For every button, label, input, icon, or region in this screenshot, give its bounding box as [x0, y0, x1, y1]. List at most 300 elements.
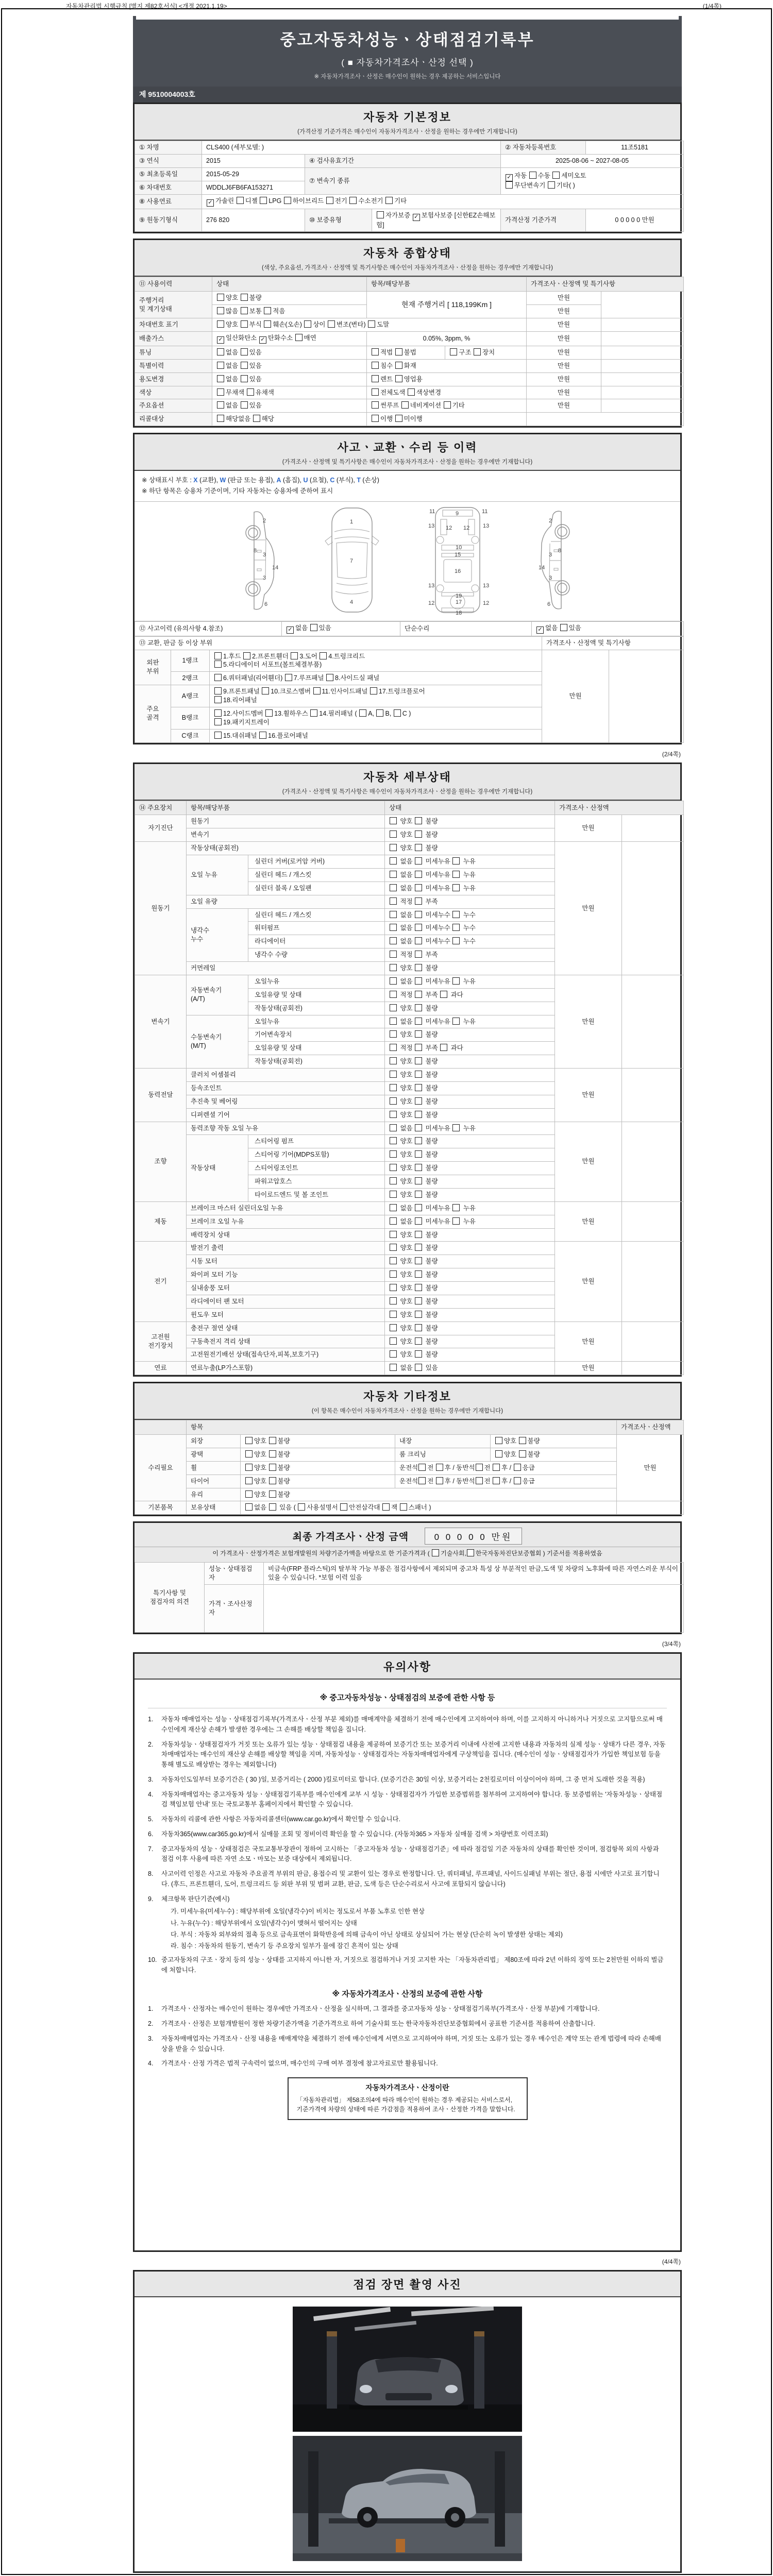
cell: ✓ 가솔린 디젤 LPG 하이브리드 전기 수소전기 기타 — [202, 194, 684, 209]
cell: 고전원 전기장치 — [135, 1321, 187, 1362]
checkbox-empty — [452, 1217, 460, 1225]
checkbox-empty — [493, 1477, 500, 1484]
checkbox-empty — [440, 991, 447, 998]
notice-item: 4. 가격조사ㆍ산정 가격은 법적 구속력이 없으며, 매수인의 구매 여부 결정에 참고자료로만 활용됩니다. — [148, 2060, 438, 2067]
diagram-label: 8 — [253, 547, 257, 554]
cell: 만원 — [555, 1362, 622, 1375]
notice-section — [133, 1652, 682, 2252]
checkbox-empty — [452, 924, 460, 931]
notice-item: 2. 가격조사ㆍ산정은 보험개발원이 정한 차량기준가액을 기준가격으로 하여 기술사회 또는 한국자동차진단보증협회에서 공표한 기준서를 적용하여 산출합니다. — [148, 2020, 596, 2027]
etc-table-mount — [135, 1420, 680, 1515]
cell: 오일 누유 — [187, 855, 248, 895]
cell: 발전기 출력 — [187, 1242, 385, 1255]
car-damage-diagram — [135, 502, 680, 621]
cell: 양호 부식 훼손(오손) 상이 변조(변타) 도말 — [212, 318, 527, 332]
cell: 양호 불량 — [385, 1321, 555, 1335]
cell: 스티어링 기어(MDPS포함) — [248, 1148, 385, 1162]
cell: 오일유량 및 상태 — [248, 988, 385, 1002]
checkbox-empty — [214, 696, 222, 703]
cell: 동력전달 — [135, 1069, 187, 1122]
checkbox-empty — [241, 401, 248, 409]
checkbox-empty — [241, 307, 248, 314]
final-price-note: 이 가격조사ㆍ산정가격은 보험개발원의 차량기준가액을 바탕으로 한 기준가격과 ( 기술사회, 한국자동차진단보증협회 ) 기준서를 적용하였음 — [135, 1547, 680, 1562]
diagram-label: 2 — [262, 517, 266, 524]
cell: 양호 불량 — [385, 1028, 555, 1042]
cell: 원동기 — [135, 842, 187, 975]
cell: 광택 — [187, 1448, 241, 1461]
checkbox-empty — [214, 718, 222, 725]
cell: 자동변속기 (A/T) — [187, 975, 248, 1015]
checkbox-empty — [217, 401, 224, 409]
checkbox-empty — [415, 1244, 422, 1251]
checkbox-empty — [474, 348, 481, 355]
checkbox-empty — [291, 652, 298, 659]
etc-info-header — [135, 1383, 680, 1420]
diagram-label: 3 — [262, 574, 266, 581]
cell: 튜닝 — [135, 346, 212, 359]
notice-item: 4. 자동차매매업자는 중고자동차 성능ㆍ상태점검기록부를 매수인에게 교부 시 성능ㆍ상태점검자가 가입한 보증범위를 첨부하여 고지하여야 합니다. 동 보증범위는 '자동차성능ㆍ상태점검 책임보험 안내' 또는 국토교통부 홈페이지에서 확인할 수 있습니다. — [148, 1790, 663, 1808]
notice-subitem: 다. 부식 : 자동차 외부와의 접촉 등으로 금속표면이 화학반응에 의해 금속이 아닌 상태로 상실되어 가는 현상 (단순히 녹이 발생한 상태는 제외) — [171, 1931, 563, 1938]
cell: 없음 미세누유 누유 — [385, 1015, 555, 1028]
notice-list-2 — [148, 2004, 667, 2069]
checkbox-empty — [415, 911, 422, 918]
cell: 라디에이터 — [248, 935, 385, 948]
checkbox-empty — [390, 1124, 397, 1131]
notice-item: 1. 자동차 매매업자는 성능ㆍ상태점검기록부(가격조사ㆍ산정 부분 제외)를 매매계약을 체결하기 전에 매수인에게 고지하여야 하며, 이를 고지하지 아니하거나 거짓으로 고지함으로써 매수인에게 재산상 손해가 발생한 경우에는 그 손해를 배상할 책임을 집니다. — [148, 1716, 663, 1733]
checkbox-empty — [243, 652, 250, 659]
cell: 커먼레일 — [187, 962, 385, 975]
cell: 성능ㆍ상태점검 자 — [205, 1563, 264, 1585]
checkbox-empty — [415, 1191, 422, 1198]
checkbox-empty — [390, 977, 397, 985]
accident-note-2: ※ 하단 항목은 승용차 기준이며, 기타 자동차는 승용차에 준하여 표시 — [142, 487, 333, 495]
checkbox-empty — [495, 1437, 502, 1444]
cell: 전기 — [135, 1242, 187, 1321]
cell: ③ 연식 — [135, 154, 202, 167]
cell: ① 차명 — [135, 141, 202, 155]
checkbox-empty — [368, 320, 375, 328]
cell: ⑬ 교환, 판금 등 이상 부위 — [135, 636, 542, 650]
detail-table-mount — [135, 801, 680, 1376]
checkbox-empty — [313, 687, 321, 694]
cell: 많음 보통 적음 — [212, 305, 367, 318]
cell: 오일누유 — [248, 1015, 385, 1028]
cell: ⑧ 사용연료 — [135, 194, 202, 209]
diagram-label: 3 — [548, 551, 552, 558]
cell: 없음 있음 — [385, 1362, 555, 1375]
cell: 타이어 — [187, 1475, 241, 1488]
checkbox-empty — [415, 1231, 422, 1238]
checkbox-empty — [217, 362, 224, 369]
checkbox-empty — [452, 977, 460, 985]
checkbox-empty — [260, 197, 267, 204]
final-price-section — [133, 1521, 682, 1634]
checkbox-empty — [245, 1503, 253, 1511]
cell — [622, 1362, 684, 1375]
cell: ④ 검사유효기간 — [305, 154, 501, 167]
checkbox-checked — [259, 336, 266, 344]
checkbox-empty — [415, 1111, 422, 1118]
cell: 만원 — [555, 1069, 622, 1122]
cell: 오일누유 — [248, 975, 385, 988]
notice-header — [135, 1654, 680, 1680]
checkbox-empty — [372, 348, 379, 355]
basic-info-table-mount — [135, 141, 680, 232]
cell: 연료 — [135, 1362, 187, 1375]
cell: 만원 — [555, 1321, 622, 1362]
cell: 없음 미세누유 누유 — [385, 1201, 555, 1215]
checkbox-empty — [415, 1030, 422, 1038]
cell: 양호 불량 — [385, 1135, 555, 1148]
basic-table — [135, 141, 684, 232]
notice-subitem: 나. 누유(누수) : 해당부위에서 오일(냉각수)이 맺혀서 떨어지는 상태 — [171, 1919, 357, 1927]
cell: 외장 — [187, 1435, 241, 1448]
cell: 자가보증 ✓보험사보증 [신한EZ손해보험] — [372, 209, 501, 232]
cell: 특별이력 — [135, 359, 212, 372]
diagram-label: 13 — [482, 582, 489, 589]
cell: 양호 불량 — [385, 1282, 555, 1295]
page-marker-1: (1/4쪽) — [702, 3, 721, 10]
checkbox-empty — [285, 674, 292, 681]
cell: ✓ 없음 있음 — [282, 621, 400, 636]
checkbox-empty — [372, 415, 379, 422]
title-stripe — [136, 16, 679, 20]
cell: ✓ 일산화탄소 ✓탄화수소 매연 — [212, 331, 367, 346]
checkbox-empty — [320, 652, 327, 659]
cell: 없음 있음 — [212, 399, 367, 413]
cell: 276 820 — [202, 209, 305, 232]
checkbox-empty — [214, 652, 222, 659]
notice-item: 3. 자동차인도일부터 보증기간은 ( 30 )일, 보증거리는 ( 2000 )킬로미터로 합니다. (보증기간은 30일 이상, 보증거리는 2천킬로미터 이상이어야 하며, 그 중 먼저 도래한 것을 적용) — [148, 1775, 645, 1783]
cell: ② 자동차등록번호 — [501, 141, 586, 155]
cell: 양호 불량 — [385, 1242, 555, 1255]
cell: 비금속(FRP 플라스틱)의 탈부착 가능 부품은 점검사항에서 제외되며 중고차 특성 상 부분적인 판금,도색 및 차량의 노후화에 따른 자연스러운 부식이 있을 수 있습니다. *보험 이력 있음 — [264, 1563, 684, 1585]
cell: ✓ 없음 있음 — [532, 621, 684, 636]
cell: 없음 미세누유 누유 — [385, 1215, 555, 1228]
cell: 만원 — [542, 650, 609, 742]
cell — [601, 318, 684, 332]
cell: 가격조사ㆍ산정액 및 특기사항 — [542, 636, 684, 650]
cell: 윈도우 모터 — [187, 1308, 385, 1321]
cell: 색상 — [135, 386, 212, 399]
notice-item: 1. 가격조사ㆍ산정자는 매수인이 원하는 경우에만 가격조사ㆍ산정을 실시하며, 그 결과를 중고자동차 성능ㆍ상태점검기록부(가격조사ㆍ산정 부분)에 기재합니다. — [148, 2005, 600, 2013]
checkbox-empty — [390, 1257, 397, 1264]
checkbox-empty — [415, 991, 422, 998]
checkbox-empty — [395, 348, 402, 355]
checkbox-empty — [390, 1097, 397, 1105]
cell: 없음 있음 — [212, 346, 367, 359]
cell: 렌트 영업용 — [367, 372, 527, 386]
document-number: 제 9510004003호 — [133, 87, 682, 103]
checkbox-empty — [390, 1057, 397, 1064]
final-price-amount: 0 0 0 0 0 만원 — [425, 1528, 523, 1545]
cell: 없음 미세누유 누유 — [385, 882, 555, 895]
cell: 충전구 절연 상태 — [187, 1321, 385, 1335]
checkbox-empty — [390, 1164, 397, 1171]
checkbox-empty — [529, 172, 536, 179]
cell: 없음 있음 ( 사용설명서 안전삼각대 잭 스패너 ) — [241, 1501, 617, 1515]
checkbox-empty — [326, 674, 333, 681]
diagram-label: 12 — [463, 524, 469, 531]
checkbox-empty — [217, 388, 224, 396]
cell: 만원 — [617, 1435, 684, 1501]
cell: 리콜대상 — [135, 413, 212, 426]
cell: 양호 불량 — [385, 1081, 555, 1095]
diagram-label: 4 — [349, 599, 353, 605]
final-price-label: 최종 가격조사ㆍ산정 금액 — [292, 1532, 409, 1543]
cell: 가격조사ㆍ산정액 — [555, 801, 684, 815]
diagram-label: 16 — [454, 568, 461, 574]
cell — [622, 842, 684, 975]
cell — [622, 1201, 684, 1242]
checkbox-empty — [217, 375, 224, 382]
cell: 양호 불량 — [385, 1348, 555, 1362]
checkbox-empty — [394, 709, 401, 717]
cell: 양호 불량 — [385, 1268, 555, 1282]
cell: 파워고압호스 — [248, 1175, 385, 1189]
cell: 양호 불량 — [491, 1448, 617, 1461]
checkbox-empty — [390, 964, 397, 971]
cell: 없음 미세누유 누유 — [385, 868, 555, 882]
cell: 양호 불량 — [385, 1295, 555, 1308]
diagram-label: 18 — [455, 609, 462, 616]
cell: 양호 불량 — [385, 1148, 555, 1162]
cell: 만원 — [527, 331, 601, 346]
checkbox-empty — [390, 1071, 397, 1078]
cell: 라디에이터 팬 모터 — [187, 1295, 385, 1308]
photos-section — [133, 2270, 682, 2573]
etc-table — [135, 1420, 684, 1515]
checkbox-empty — [452, 884, 460, 891]
checkbox-empty — [395, 375, 402, 382]
checkbox-empty — [372, 401, 379, 409]
cell: 만원 — [555, 842, 622, 975]
cell: 없음 미세누유 누유 — [385, 975, 555, 988]
checkbox-empty — [395, 415, 402, 422]
checkbox-empty — [390, 831, 397, 838]
cell: ⑭ 주요장치 — [135, 801, 187, 815]
cell — [601, 292, 684, 318]
checkbox-empty — [452, 871, 460, 878]
diagram-label: 12 — [445, 524, 452, 531]
cell: 작동상태(공회전) — [248, 1002, 385, 1015]
cell — [617, 1501, 684, 1515]
cell: 적법 불법 구조 장치 — [367, 346, 527, 359]
cell: 만원 — [527, 372, 601, 386]
cell: ⑦ 변속기 종류 — [305, 167, 501, 194]
checkbox-empty — [390, 1137, 397, 1144]
basic-info-subtitle: (가격산정 기준가격은 매수인이 자동차가격조사ㆍ산정을 원하는 경우에만 기재합니다) — [297, 129, 517, 135]
state-code-legend: ※ 상태표시 부호 : X (교환), W (판금 또는 용접), A (흠집), U (요철), C (부식), T (손상) — [142, 477, 379, 484]
cell: 만원 — [555, 1122, 622, 1201]
checkbox-empty — [415, 1204, 422, 1211]
checkbox-empty — [415, 1257, 422, 1264]
checkbox-empty — [214, 709, 222, 717]
cell: 만원 — [555, 1242, 622, 1321]
diagram-label: 13 — [482, 522, 489, 529]
cell: 워터펌프 — [248, 922, 385, 935]
cell: 가격조사ㆍ산정액 — [617, 1420, 684, 1435]
checkbox-empty — [415, 1018, 422, 1025]
cell: 양호 불량 — [385, 1175, 555, 1189]
cell: 없음 미세누수 누수 — [385, 935, 555, 948]
page-marker-3: (3/4쪽) — [662, 1640, 681, 1648]
checkbox-empty — [519, 1450, 526, 1458]
cell: 연료누출(LP가스포함) — [187, 1362, 385, 1375]
cell: 만원 — [527, 359, 601, 372]
overall-condition-subtitle: (색상, 주요옵션, 가격조사ㆍ산정액 및 특기사항은 매수인이 자동차가격조사ㆍ산정을 원하는 경우에만 기재합니다) — [262, 265, 553, 272]
checkbox-empty — [349, 197, 357, 204]
cell: 실린더 헤드 / 개스킷 — [248, 868, 385, 882]
cell: 시동 모터 — [187, 1255, 385, 1268]
cell: 적정 부족 과다 — [385, 1042, 555, 1055]
checkbox-empty — [415, 937, 422, 944]
checkbox-empty — [390, 884, 397, 891]
summary-table — [135, 277, 684, 426]
cell: 양호 불량 — [241, 1475, 395, 1488]
checkbox-empty — [440, 1044, 447, 1051]
cell: 고전원전기배선 상태(접속단자,피복,보호기구) — [187, 1348, 385, 1362]
detail-condition-header — [135, 764, 680, 801]
car-side-right-diagram — [524, 505, 601, 616]
checkbox-empty — [214, 674, 222, 681]
photo-wrap — [135, 2297, 680, 2571]
cell: 항목/해당부품 — [187, 801, 385, 815]
cell: 등속조인트 — [187, 1081, 385, 1095]
checkbox-empty — [390, 1030, 397, 1038]
cell: 수리필요 — [135, 1435, 187, 1501]
checkbox-empty — [552, 172, 560, 179]
checkbox-empty — [390, 1350, 397, 1358]
cell — [601, 359, 684, 372]
cell: 양호 불량 — [385, 1002, 555, 1015]
cell: 변속기 — [135, 975, 187, 1068]
accident-history-section — [133, 433, 682, 744]
cell: 구동축전지 격리 상태 — [187, 1335, 385, 1348]
checkbox-empty — [390, 1270, 397, 1278]
checkbox-empty — [452, 1018, 460, 1025]
notice-body — [135, 1680, 680, 2250]
checkbox-empty — [390, 1044, 397, 1051]
cell — [601, 386, 684, 399]
cell: 현재 주행거리 [ 118,199Km ] — [367, 292, 527, 318]
diagram-label: 3 — [262, 551, 266, 558]
checkbox-empty — [415, 1364, 422, 1371]
cell: 썬루프 네비게이션 기타 — [367, 399, 527, 413]
checkbox-empty — [237, 197, 244, 204]
form-reference: 자동차관리법 시행규칙 [별지 제82호서식] <개정 2021.1.19> — [66, 3, 227, 10]
overall-condition-title: 자동차 종합상태 — [363, 247, 451, 260]
cell: 용도변경 — [135, 372, 212, 386]
cell: 오일유량 및 상태 — [248, 1042, 385, 1055]
checkbox-checked — [207, 199, 214, 207]
checkbox-empty — [436, 1464, 443, 1471]
car-top-diagram — [313, 505, 390, 616]
diagram-label: 15 — [454, 551, 461, 558]
notice-title: 유의사항 — [383, 1660, 431, 1673]
checkbox-empty — [452, 857, 460, 865]
cell: 양호 불량 — [212, 292, 367, 305]
checkbox-empty — [372, 362, 379, 369]
basic-info-section — [133, 103, 682, 233]
notice-list-1 — [148, 1715, 667, 1975]
cell: 가격ㆍ조사산정 자 — [205, 1585, 264, 1633]
checkbox-empty — [390, 817, 397, 824]
checkbox-empty — [415, 1084, 422, 1091]
checkbox-empty — [408, 388, 415, 396]
car-side-left-diagram — [214, 505, 291, 616]
etc-info-title: 자동차 기타정보 — [363, 1390, 451, 1403]
cell: 가격산정 기준가격 — [501, 209, 586, 232]
document-title: 중고자동차성능ㆍ상태점검기록부 — [280, 31, 535, 49]
cell: 9.프론트패널 10.크로스멤버 11.인사이드패널 17.트렁크플로어 18.리어패널 — [210, 685, 542, 707]
cell: 동력조향 작동 오일 누유 — [187, 1122, 385, 1135]
cell: 수동변속기 (M/T) — [187, 1015, 248, 1069]
cell: 룸 크리닝 — [395, 1448, 491, 1461]
checkbox-empty — [241, 348, 248, 355]
cell: 양호 불량 — [385, 962, 555, 975]
cell: 운전석 전 후 / 동반석 전 후 / 응급 — [395, 1475, 617, 1488]
checkbox-empty — [217, 348, 224, 355]
cell: 해당없음 해당 — [212, 413, 367, 426]
cell: 양호 불량 — [385, 1069, 555, 1082]
price-definition-title: 자동차가격조사ㆍ산정이란 — [365, 2083, 449, 2092]
cell: 양호 불량 — [385, 1095, 555, 1108]
checkbox-empty — [415, 1270, 422, 1278]
cell: 만원 — [527, 346, 601, 359]
checkbox-empty — [418, 1477, 426, 1484]
checkbox-empty — [415, 1044, 422, 1051]
cell: 상태 — [212, 277, 367, 292]
checkbox-empty — [259, 732, 266, 739]
checkbox-empty — [217, 415, 224, 422]
checkbox-empty — [415, 1071, 422, 1078]
cell — [622, 1122, 684, 1201]
notice-subitem: 가. 미세누유(미세누수) : 해당부위에 오일(냉각수)이 비치는 정도로서 부품 노후로 인한 현상 — [171, 1908, 425, 1916]
checkbox-empty — [269, 1503, 276, 1511]
inspection-photo-1 — [293, 2307, 522, 2432]
diagram-label: 6 — [264, 601, 267, 607]
checkbox-empty — [506, 181, 513, 189]
cell: 주행거리 및 계기상태 — [135, 292, 212, 318]
cell: 양호 불량 — [385, 1308, 555, 1321]
checkbox-empty — [418, 1464, 426, 1471]
detail-condition-section — [133, 762, 682, 1377]
checkbox-checked — [217, 336, 224, 344]
overall-condition-table-mount — [135, 277, 680, 426]
document — [133, 13, 682, 2576]
checkbox-empty — [390, 1177, 397, 1184]
checkbox-empty — [217, 294, 224, 301]
checkbox-empty — [452, 937, 460, 944]
cell: 휠 — [187, 1461, 241, 1475]
checkbox-empty — [450, 348, 457, 355]
checkbox-empty — [390, 1231, 397, 1238]
cell: 클러치 어셈블리 — [187, 1069, 385, 1082]
checkbox-empty — [432, 1549, 439, 1556]
cell: 만원 — [527, 292, 601, 305]
checkbox-empty — [217, 307, 224, 314]
checkbox-empty — [415, 977, 422, 985]
checkbox-empty — [415, 964, 422, 971]
accident-history-title: 사고ㆍ교환ㆍ수리 등 이력 — [337, 441, 478, 454]
checkbox-empty — [390, 1364, 397, 1371]
checkbox-empty — [401, 401, 409, 409]
cell: 없음 있음 — [212, 359, 367, 372]
checkbox-empty — [372, 375, 379, 382]
checkbox-empty — [415, 1097, 422, 1105]
etc-info-subtitle: (이 항목은 매수인이 자동차가격조사ㆍ산정을 원하는 경우에만 기재합니다) — [311, 1408, 503, 1415]
